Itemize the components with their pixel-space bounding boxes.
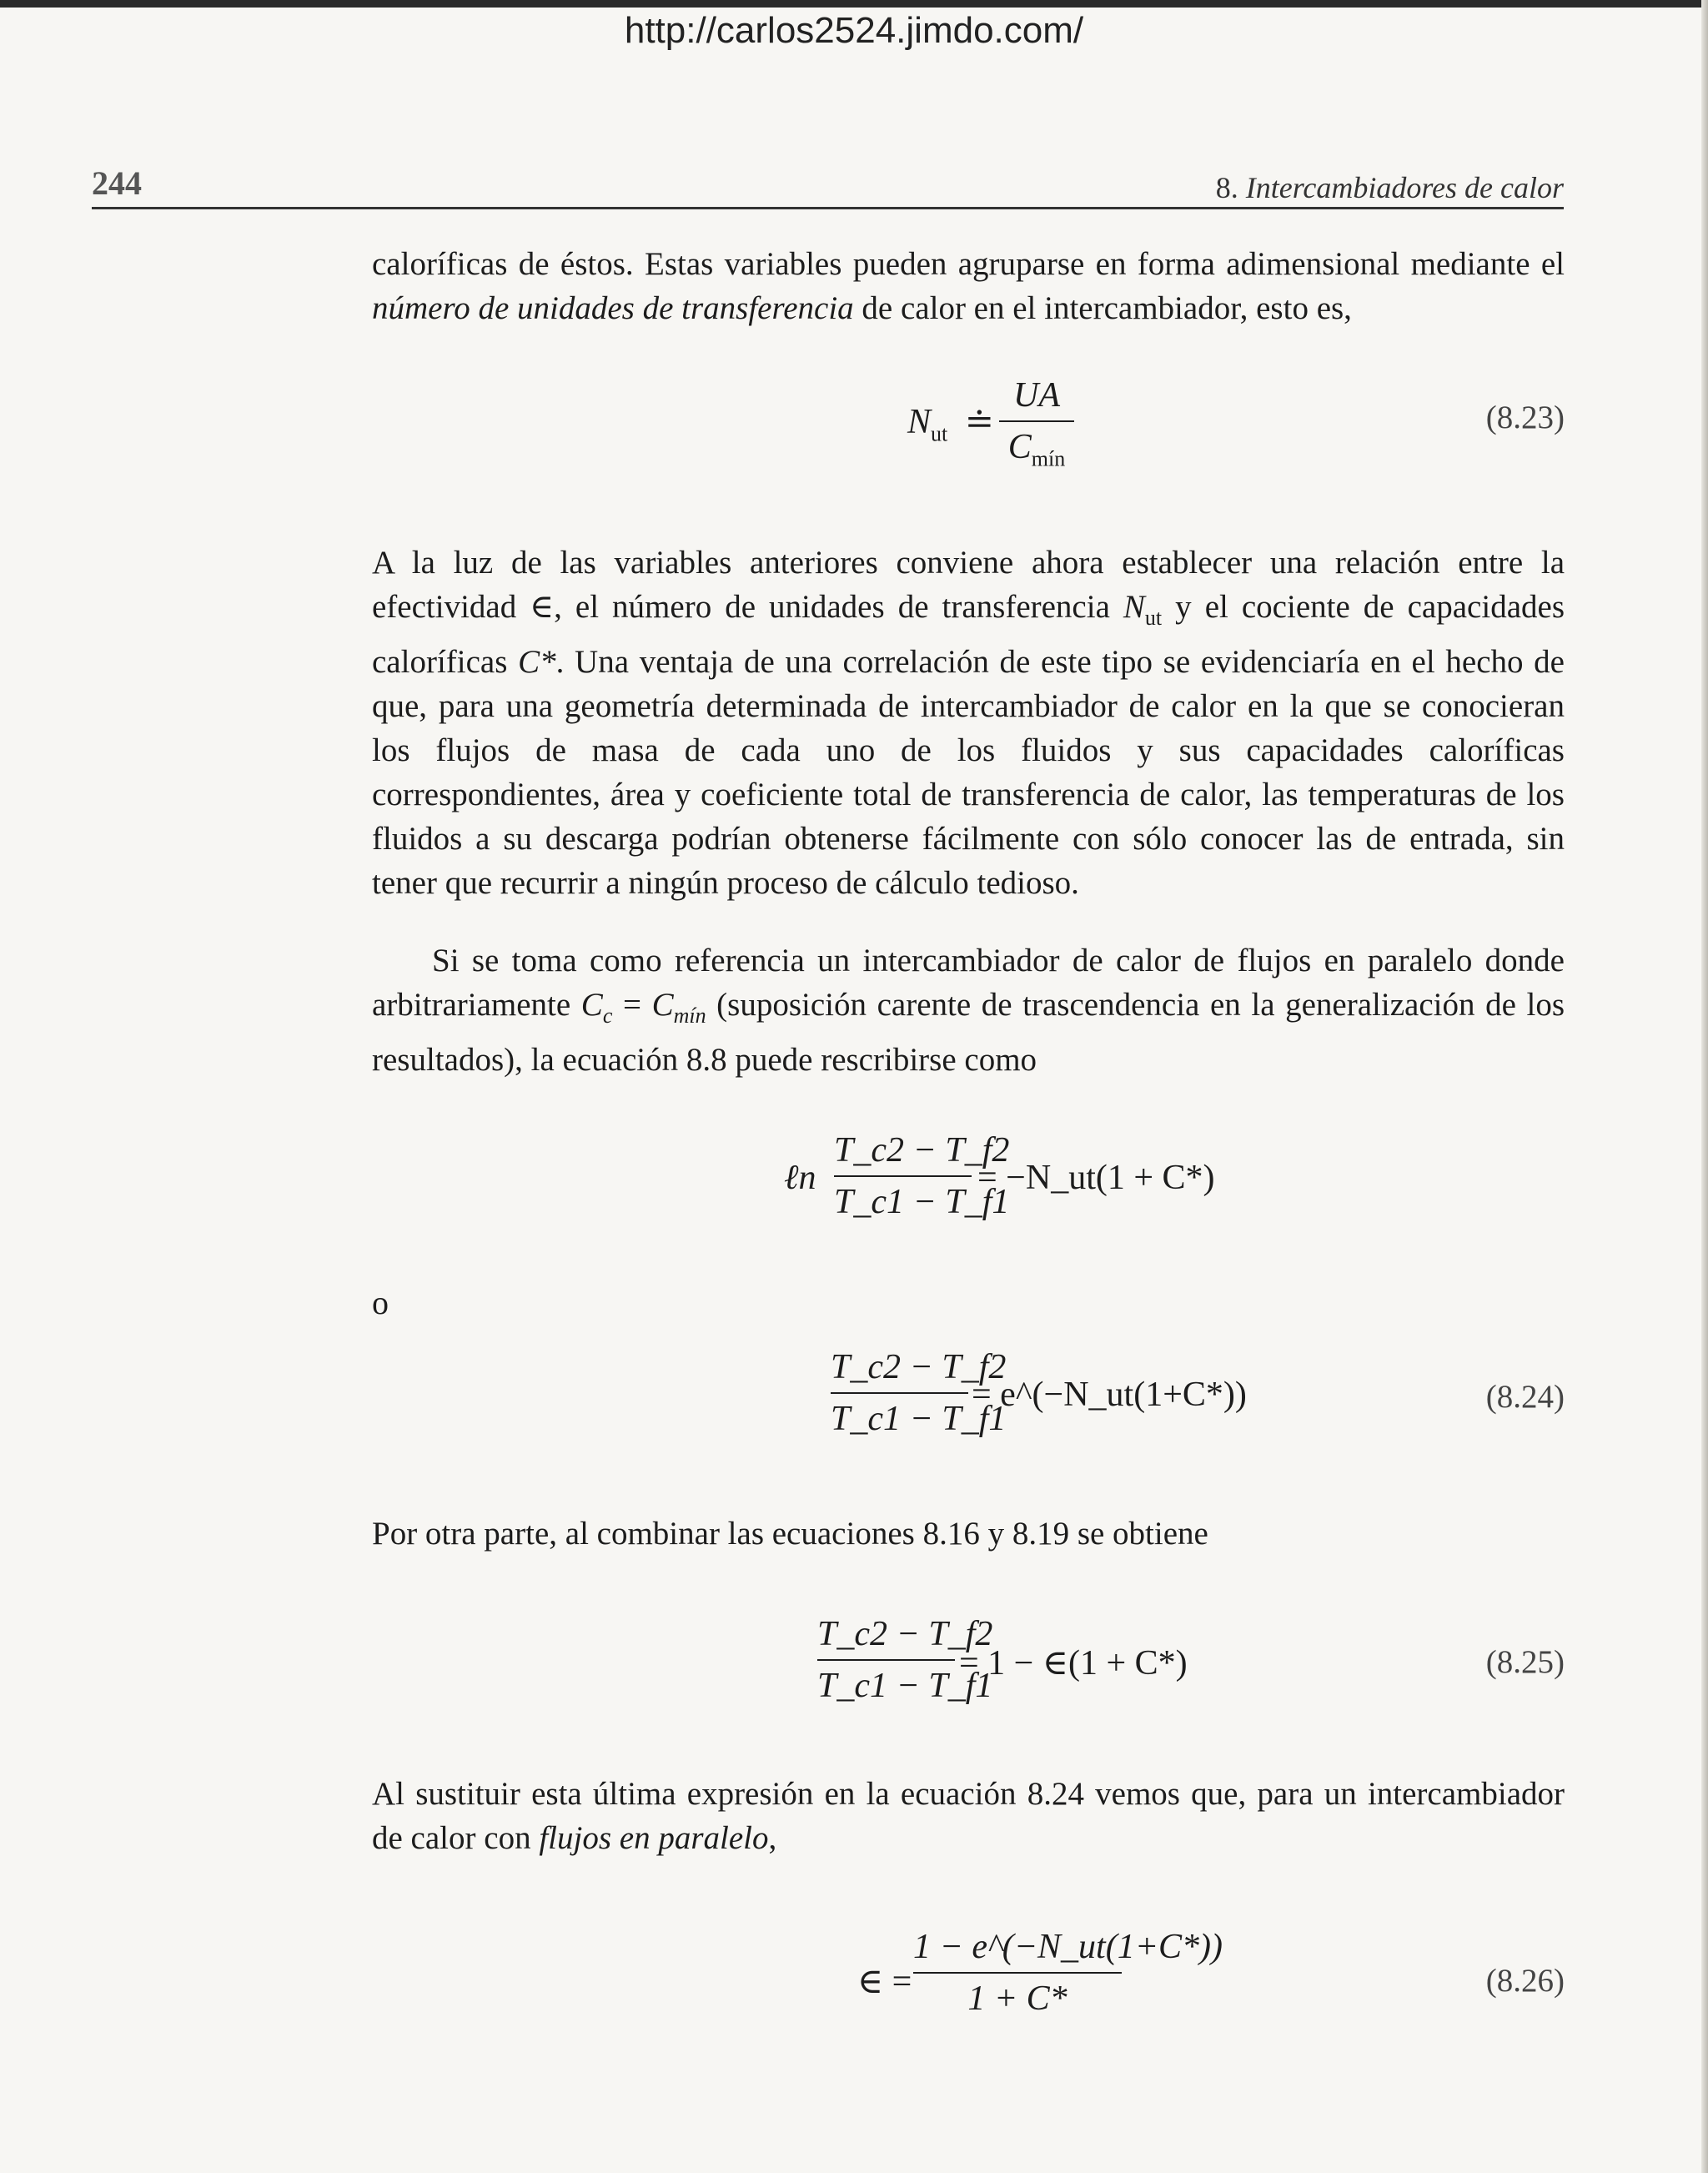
eq823-numerator: UA	[1013, 376, 1060, 415]
para3-cc-sub: c	[602, 1003, 613, 1028]
eq823-fraction	[999, 375, 1074, 471]
para5-text-a: Al sustituir esta última expresión en la ecuación 8.24 vemos que, para un intercambiador de calor con	[372, 1776, 1565, 1856]
eq824-fraction	[831, 1347, 1007, 1439]
paragraph-3	[372, 938, 1565, 1082]
fraction-bar	[834, 1175, 972, 1177]
para2-text-b: y el cociente de capacidades caloríficas	[372, 589, 1565, 680]
connector-o: o	[372, 1284, 389, 1321]
source-url[interactable]: http://carlos2524.jimdo.com/	[624, 10, 1084, 51]
eq823-lhs: N	[907, 403, 932, 441]
paragraph-5	[372, 1772, 1565, 1860]
paragraph-4: Por otra parte, al combinar las ecuaciones 8.16 y 8.19 se obtiene	[372, 1516, 1208, 1552]
para3-text-b: (suposición carente de trascendencia en la generalización de los resultados), la ecuación 8.8 puede rescribirse como	[372, 987, 1565, 1078]
eq823-denominator: C	[1007, 428, 1032, 466]
paragraph-1	[372, 242, 1565, 330]
para3-cc: C	[580, 987, 603, 1023]
para3-equals: =	[612, 987, 652, 1023]
eq823-lhs-sub: ut	[931, 421, 948, 446]
eq826-denominator: 1 + C*	[967, 1979, 1068, 2018]
eq-ln-prefix	[784, 1158, 816, 1198]
fraction-bar	[831, 1392, 968, 1394]
eq825-numerator: T_c2 − T_f2	[817, 1615, 993, 1653]
para1-text-a: caloríficas de éstos. Estas variables pueden agruparse en forma adimensional mediante el	[372, 246, 1565, 282]
eq-ln-fraction	[834, 1130, 1010, 1222]
fraction-bar	[817, 1659, 955, 1661]
equation-8-23	[907, 400, 1002, 446]
running-head	[92, 163, 1564, 209]
para2-cstar: C*	[518, 643, 556, 680]
para2-text-d: . Una ventaja de una correlación de este tipo se evidenciaría en el hecho de que, para una geometría determinada de intercambiador de calor en la que se conocieran los flujos de masa de cada uno de los fluidos y sus capacidades caloríficas correspondientes, área y coeficiente total de transferencia de calor, las temperaturas de los fluidos a su descarga podrían obtenerse fácilmente con sólo conocer las de entrada, sin tener que recurrir a ningún proceso de cálculo tedioso.	[372, 643, 1565, 901]
fraction-bar	[913, 1972, 1122, 1974]
eq-ln-numerator: T_c2 − T_f2	[834, 1131, 1010, 1169]
para3-cmin: C	[651, 987, 674, 1023]
paragraph-2	[372, 541, 1565, 905]
chapter-title	[1216, 170, 1564, 205]
para3-cmin-sub: mín	[673, 1003, 706, 1028]
eq825-fraction	[817, 1614, 993, 1706]
ln-prefix: ℓn	[784, 1159, 816, 1197]
equation-number-8-23: (8.23)	[1485, 400, 1565, 435]
para5-emphasis: flujos en paralelo	[539, 1820, 769, 1856]
eq-ln-rhs: = −N_ut(1 + C*)	[977, 1159, 1215, 1197]
equation-number-8-25: (8.25)	[1485, 1644, 1565, 1680]
eq826-fraction	[913, 1927, 1223, 2019]
para2-nut: N	[1123, 589, 1145, 625]
eq824-denominator: T_c1 − T_f1	[831, 1400, 1007, 1438]
para1-text-b: de calor en el intercambiador, esto es,	[853, 290, 1352, 326]
eq825-denominator: T_c1 − T_f1	[817, 1667, 993, 1705]
eq825-rhs: = 1 − ∈(1 + C*)	[959, 1644, 1188, 1683]
chapter-title-text: Intercambiadores de calor	[1245, 171, 1564, 204]
fraction-bar	[999, 420, 1074, 422]
eq826-numerator: 1 − e^(−N_ut(1+C*))	[913, 1928, 1223, 1966]
eq824-rhs: = e^(−N_ut(1+C*))	[972, 1376, 1247, 1414]
equation-number-8-26: (8.26)	[1485, 1963, 1565, 1999]
equation-number-8-24: (8.24)	[1485, 1379, 1565, 1415]
para2-nut-sub: ut	[1144, 605, 1163, 630]
eq-ln-denominator: T_c1 − T_f1	[834, 1183, 1010, 1221]
para3-text-a: Si se toma como referencia un intercambiador de calor de flujos en paralelo donde arbitrariamente	[372, 943, 1565, 1023]
eq823-relation: ≐	[964, 403, 994, 441]
para5-text-b: ,	[768, 1820, 777, 1856]
scan-right-edge	[1701, 0, 1708, 2173]
scan-top-edge	[0, 0, 1708, 8]
eq824-numerator: T_c2 − T_f2	[831, 1348, 1007, 1386]
chapter-number: 8.	[1215, 171, 1238, 204]
para1-emphasis: número de unidades de transferencia	[372, 290, 854, 326]
page-number: 244	[92, 164, 142, 202]
eq826-lhs: ∈ =	[857, 1963, 912, 2001]
para2-text-a: A la luz de las variables anteriores conviene ahora establecer una relación entre la efectividad ∈, el número de unidades de transferencia	[372, 545, 1565, 625]
eq823-den-sub: mín	[1031, 446, 1066, 471]
